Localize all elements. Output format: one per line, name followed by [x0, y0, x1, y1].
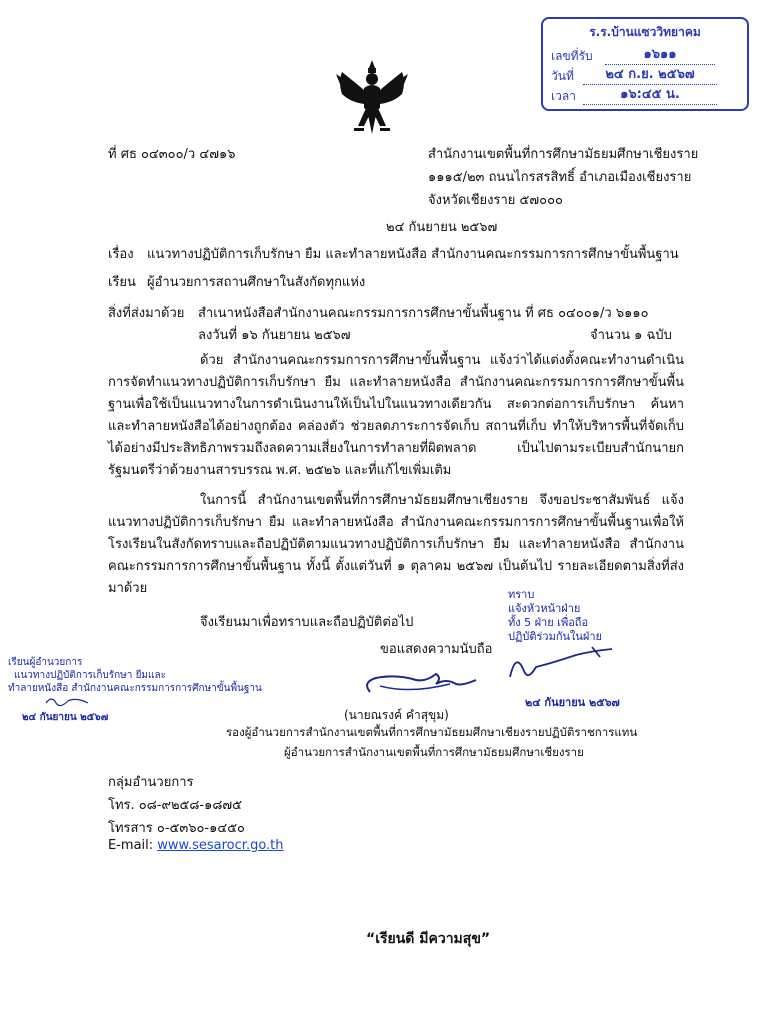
- stamp-receive-no-label: เลขที่รับ: [551, 49, 593, 63]
- stamp-date-label: วันที่: [551, 69, 574, 83]
- stamp-time-label: เวลา: [551, 89, 576, 103]
- recipient-label: เรียน: [108, 275, 136, 290]
- forward-note-signature: [44, 695, 94, 709]
- recipient-text: ผู้อำนวยการสถานศึกษาในสังกัดทุกแห่ง: [147, 275, 366, 290]
- garuda-emblem: [334, 58, 410, 138]
- reference-number: ที่ ศธ ๐๔๓๐๐/ว ๔๗๑๖: [108, 147, 236, 162]
- receiving-stamp: [541, 17, 749, 111]
- forward-note-date: ๒๔ กันยายน ๒๕๖๗: [22, 712, 109, 723]
- motto: “เรียนดี มีความสุข”: [366, 931, 491, 947]
- approval-signature: [506, 645, 616, 685]
- closing-sentence: จึงเรียนมาเพื่อทราบและถือปฏิบัติต่อไป: [200, 615, 414, 630]
- approval-note-line2: แจ้งหัวหน้าฝ่าย: [508, 602, 581, 615]
- contact-group: กลุ่มอำนวยการ: [108, 775, 194, 790]
- enclosure-count: จำนวน ๑ ฉบับ: [590, 328, 672, 343]
- signer-position-2: ผู้อำนวยการสำนักงานเขตพื้นที่การศึกษามัธยมศึกษาเชียงราย: [284, 745, 584, 759]
- stamp-time: ๑๖:๔๕ น.: [583, 83, 717, 105]
- subject-text: แนวทางปฏิบัติการเก็บรักษา ยืม และทำลายหนังสือ สำนักงานคณะกรรมการการศึกษาขั้นพื้นฐาน: [147, 247, 679, 262]
- office-province: จังหวัดเชียงราย ๕๗๐๐๐: [428, 193, 563, 208]
- approval-note-line1: ทราบ: [508, 588, 535, 601]
- forward-note-line3: ทำลายหนังสือ สำนักงานคณะกรรมการการศึกษาขั้นพื้นฐาน: [8, 683, 262, 694]
- contact-email: [108, 838, 284, 853]
- forward-note: [8, 656, 262, 695]
- body-paragraph-2: ในการนี้ สำนักงานเขตพื้นที่การศึกษามัธยมศึกษาเชียงราย จึงขอประชาสัมพันธ์ แจ้งแนวทางปฏิบัติการเก็บรักษา ยืม และทำลายหนังสือ สำนักงานคณะกรรมการการศึกษาขั้นพื้นฐานเพื่อให้โรงเรียนในสังกัดทราบและถือปฏิบัติตามแนวทางปฏิบัติการเก็บรักษา ยืม และทำลายหนังสือ สำนักงานคณะกรรมการการศึกษาขั้นพื้นฐาน ทั้งนี้ ตั้งแต่วันที่ ๑ ตุลาคม ๒๕๖๗ เป็นต้นไป รายละเอียดตามสิ่งที่ส่งมาด้วย: [108, 493, 684, 596]
- approval-date: ๒๔ กันยายน ๒๕๖๗: [525, 696, 620, 709]
- stamp-school: ร.ร.บ้านแซววิทยาคม: [589, 25, 701, 39]
- approval-note: [508, 588, 602, 644]
- approval-note-line3: ทั้ง 5 ฝ่าย เพื่อถือ: [508, 616, 589, 629]
- signer-position-1: รองผู้อำนวยการสำนักงานเขตพื้นที่การศึกษามัธยมศึกษาเชียงรายปฏิบัติราชการแทน: [226, 725, 638, 739]
- enclosure-line1: สำเนาหนังสือสำนักงานคณะกรรมการการศึกษาขั้นพื้นฐาน ที่ ศธ ๐๔๐๐๑/ว ๖๑๑๐: [198, 306, 649, 321]
- director-signature: [360, 662, 490, 702]
- website-link[interactable]: www.sesarocr.go.th: [157, 838, 284, 853]
- contact-fax: โทรสาร ๐-๕๓๖๐-๑๔๕๐: [108, 821, 245, 836]
- enclosure-line2: ลงวันที่ ๑๖ กันยายน ๒๕๖๗: [198, 328, 351, 343]
- forward-note-line1: เรียนผู้อำนวยการ: [8, 657, 83, 668]
- subject-label: เรื่อง: [108, 247, 134, 262]
- document-date: ๒๔ กันยายน ๒๕๖๗: [386, 220, 498, 235]
- signer-name: (นายณรงค์ คำสุขุม): [344, 708, 449, 722]
- stamp-date: ๒๔ ก.ย. ๒๕๖๗: [583, 63, 717, 85]
- forward-note-line2: แนวทางปฏิบัติการเก็บรักษา ยืมและ: [14, 670, 166, 681]
- stamp-receive-no: ๑๖๑๑: [605, 43, 715, 65]
- email-label: E-mail:: [108, 838, 154, 853]
- body-paragraph-1: ด้วย สำนักงานคณะกรรมการการศึกษาขั้นพื้นฐาน แจ้งว่าได้แต่งตั้งคณะทำงานดำเนินการจัดทำแนวทางปฏิบัติการเก็บรักษา ยืม และทำลายหนังสือ สำนักงานคณะกรรมการการศึกษาขั้นพื้นฐานเพื่อใช้เป็นแนวทางในการดำเนินงานให้เป็นไปในแนวทางเดียวกัน สะดวกต่อการเก็บรักษา ค้นหา และทำลายหนังสือได้อย่างถูกต้อง คล่องตัว ช่วยลดภาระการจัดเก็บ สถานที่เก็บ ทำให้บริหารพื้นที่จัดเก็บได้อย่างมีประสิทธิภาพรวมถึงลดความเสี่ยงในการทำลายที่ผิดพลาด เป็นไปตามระเบียบสำนักนายกรัฐมนตรีว่าด้วยงานสารบรรณ พ.ศ. ๒๕๒๖ และที่แก้ไขเพิ่มเติม: [108, 353, 684, 478]
- office-address: ๑๑๑๕/๒๓ ถนนไกรสรสิทธิ์ อำเภอเมืองเชียงราย: [428, 170, 692, 185]
- enclosure-label: สิ่งที่ส่งมาด้วย: [108, 306, 185, 321]
- contact-phone: โทร. ๐๘-๙๒๕๘-๑๘๗๕: [108, 798, 242, 813]
- approval-note-line4: ปฏิบัติร่วมกันในฝ่าย: [508, 630, 602, 643]
- office-name: สำนักงานเขตพื้นที่การศึกษามัธยมศึกษาเชียงราย: [428, 147, 699, 162]
- respect-closing: ขอแสดงความนับถือ: [380, 642, 493, 657]
